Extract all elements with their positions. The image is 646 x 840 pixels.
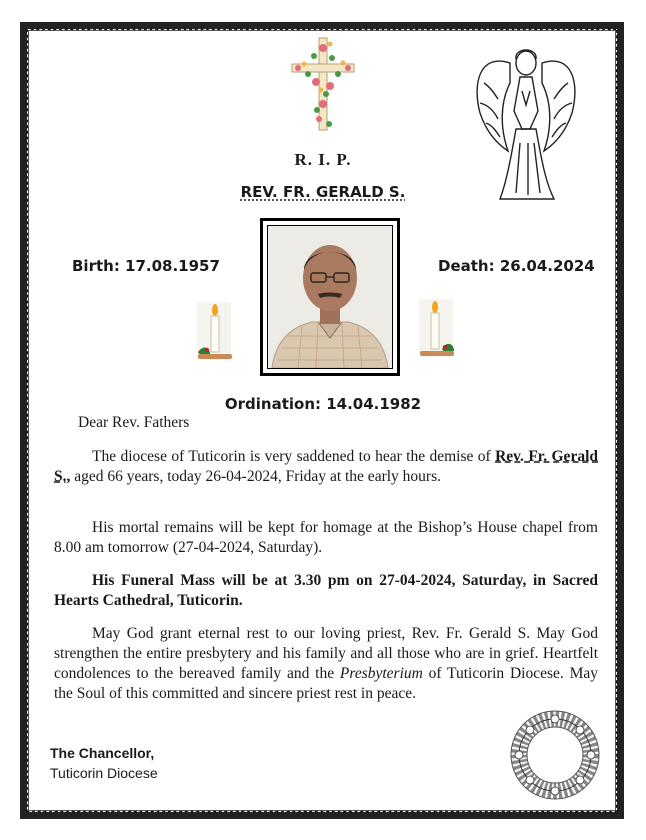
signature-title: The Chancellor, — [50, 745, 155, 761]
funeral-mass-text: His Funeral Mass will be at 3.30 pm on 27-04-2024, Saturday, in Sacred Hearts Cathedral, Tuticorin. — [54, 572, 598, 609]
angel-icon — [470, 33, 582, 205]
rip-heading: R. I. P. — [294, 150, 352, 169]
paragraph-condolence — [54, 624, 598, 704]
signature-org: Tuticorin Diocese — [50, 765, 158, 781]
paragraph-funeral-mass — [54, 571, 598, 611]
paragraph-homage — [54, 518, 598, 558]
portrait-photo — [260, 218, 400, 376]
deceased-name: REV. FR. GERALD S. — [240, 183, 406, 201]
paragraph-demise — [54, 447, 598, 487]
condolence-text-end: of Tuticorin Diocese. May the Soul of this committed and sincere priest rest in peace. — [54, 665, 598, 702]
death-date: Death: 26.04.2024 — [438, 257, 595, 275]
birth-date: Birth: 17.08.1957 — [72, 257, 220, 275]
homage-text: His mortal remains will be kept for homage at the Bishop’s House chapel from 8.00 am tomorrow (27-04-2024, Saturday). — [54, 519, 598, 556]
priest-name-inline: Rev. Fr. Gerald S., — [54, 448, 598, 485]
demise-text-start: The diocese of Tuticorin is very saddened to hear the demise of — [92, 448, 496, 465]
portrait-figure — [268, 226, 392, 368]
candle-icon — [416, 299, 458, 359]
demise-text-end: aged 66 years, today 26-04-2024, Friday at the early hours. — [70, 468, 441, 485]
presbyterium-word: Presbyterium — [339, 665, 423, 682]
ordination-date: Ordination: 14.04.1982 — [224, 395, 422, 413]
condolence-text-start: May God grant eternal rest to our loving priest, Rev. Fr. Gerald S. May God strengthen the entire presbytery and his family and all those who are in grief. Heartfelt condolences to the bereaved family and the — [54, 625, 598, 682]
floral-cross-icon — [286, 34, 360, 134]
candle-icon — [194, 302, 236, 362]
wreath-icon — [506, 706, 604, 804]
letter-greeting: Dear Rev. Fathers — [78, 414, 190, 431]
